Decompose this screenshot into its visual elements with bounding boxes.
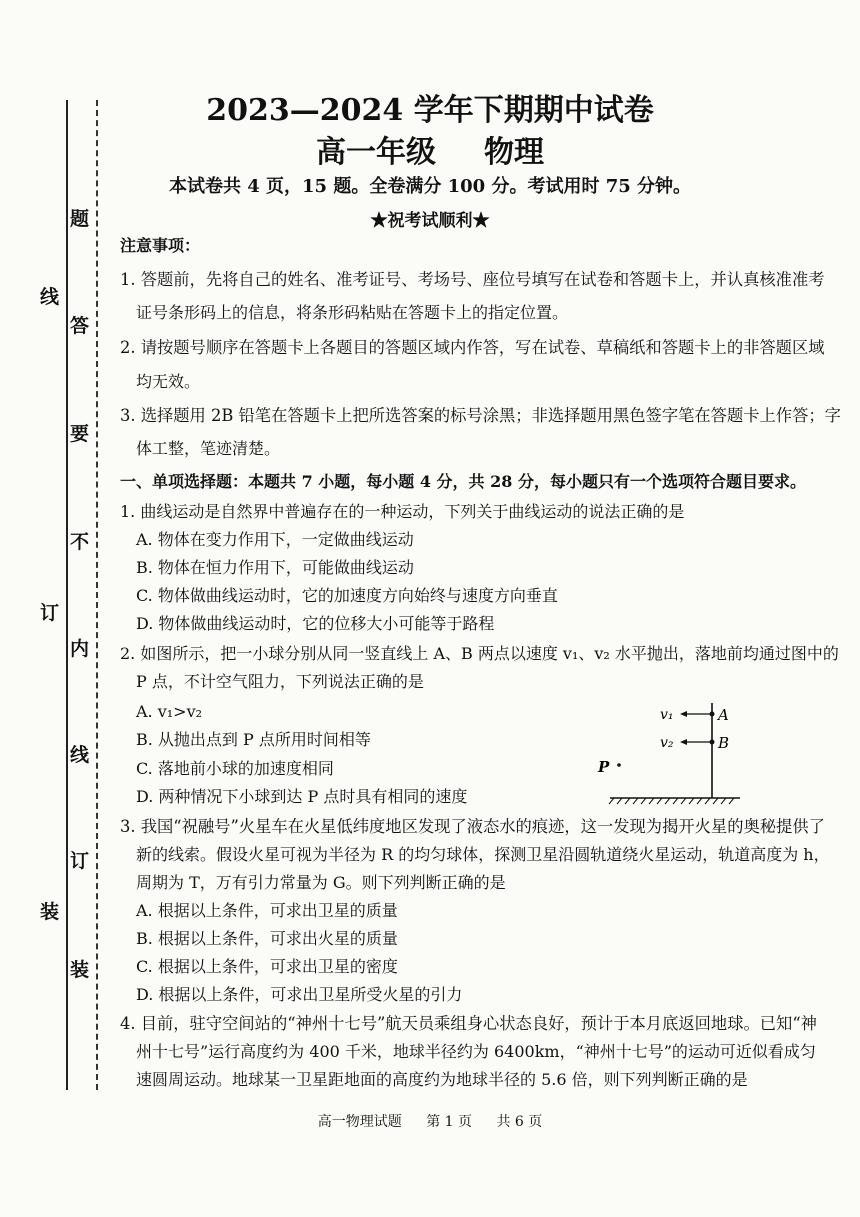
q2-option-a: A. v₁>v₂ xyxy=(136,702,203,721)
q3-option-a: A. 根据以上条件，可求出卫星的质量 xyxy=(136,901,398,920)
projectile-figure xyxy=(590,695,750,805)
margin-char: 线 xyxy=(70,744,90,766)
footer-page: 第 1 页 xyxy=(426,1114,472,1130)
exam-wish: ★祝考试顺利★ xyxy=(370,211,490,231)
label-a: A xyxy=(718,706,729,724)
point-b xyxy=(710,740,715,745)
margin-char: 订 xyxy=(40,602,60,624)
margin-char: 内 xyxy=(70,638,90,660)
q3-option-c: C. 根据以上条件，可求出卫星的密度 xyxy=(136,957,398,976)
q3-stem-cont1: 新的线索。假设火星可视为半径为 R 的均匀球体，探测卫星沿圆轨道绕火星运动，轨道高度为 h， xyxy=(136,845,830,864)
note-1-cont: 证号条形码上的信息，将条形码粘贴在答题卡上的指定位置。 xyxy=(136,303,569,322)
v2-arrowhead xyxy=(680,739,687,745)
note-2-cont: 均无效。 xyxy=(136,372,201,391)
q1-option-c: C. 物体做曲线运动时，它的加速度方向始终与速度方向垂直 xyxy=(136,586,558,605)
q4-stem: 4. 目前，驻守空间站的“神州十七号”航天员乘组身心状态良好，预计于本月底返回地球。已知“神 xyxy=(120,1014,817,1033)
footer-total: 共 6 页 xyxy=(496,1114,543,1130)
margin-char: 答 xyxy=(70,315,90,337)
note-3-cont: 体工整，笔迹清楚。 xyxy=(136,439,281,458)
exam-info: 本试卷共 4 页，15 题。全卷满分 100 分。考试用时 75 分钟。 xyxy=(168,176,692,197)
point-a xyxy=(710,712,715,717)
margin-char: 线 xyxy=(40,286,60,308)
note-2: 2. 请按题号顺序在答题卡上各题目的答题区域内作答，写在试卷、草稿纸和答题卡上的非答题区域 xyxy=(120,338,825,357)
q1-option-b: B. 物体在恒力作用下，可能做曲线运动 xyxy=(136,558,414,577)
q2-option-c: C. 落地前小球的加速度相同 xyxy=(136,759,334,778)
q2-option-d: D. 两种情况下小球到达 P 点时具有相同的速度 xyxy=(136,787,468,806)
binding-line-dashed xyxy=(96,100,98,1090)
q1-option-d: D. 物体做曲线运动时，它的位移大小可能等于路程 xyxy=(136,614,495,633)
notes-heading: 注意事项： xyxy=(120,236,201,255)
point-p xyxy=(617,763,621,767)
margin-char: 装 xyxy=(70,959,90,981)
footer-name: 高一物理试题 xyxy=(317,1114,402,1130)
note-1: 1. 答题前，先将自己的姓名、准考证号、考场号、座位号填写在试卷和答题卡上，并认真核准准考 xyxy=(120,270,825,289)
label-b: B xyxy=(718,734,730,752)
exam-subtitle xyxy=(0,127,860,171)
note-3: 3. 选择题用 2B 铅笔在答题卡上把所选答案的标号涂黑；非选择题用黑色签字笔在答题卡上作答；字 xyxy=(120,406,841,425)
q3-stem-cont2: 周期为 T，万有引力常量为 G。则下列判断正确的是 xyxy=(136,873,506,892)
margin-char: 装 xyxy=(40,901,60,923)
grade: 高一年级 xyxy=(316,135,436,170)
subject: 物理 xyxy=(484,135,544,170)
q3-option-d: D. 根据以上条件，可求出卫星所受火星的引力 xyxy=(136,985,463,1004)
margin-char: 要 xyxy=(70,423,90,445)
label-p: P xyxy=(598,758,610,776)
label-v1: v₁ xyxy=(660,707,674,723)
margin-char: 订 xyxy=(70,850,90,872)
q4-stem-cont2: 速圆周运动。地球某一卫星距地面的高度约为地球半径的 5.6 倍，则下列判断正确的是 xyxy=(136,1070,748,1089)
v1-arrowhead xyxy=(680,711,687,717)
q2-stem-cont: P 点，不计空气阻力，下列说法正确的是 xyxy=(136,672,424,691)
q1-stem: 1. 曲线运动是自然界中普遍存在的一种运动，下列关于曲线运动的说法正确的是 xyxy=(120,502,685,521)
binding-line-solid xyxy=(66,100,68,1090)
ground-hatch xyxy=(609,798,734,804)
q3-option-b: B. 根据以上条件，可求出火星的质量 xyxy=(136,929,398,948)
q2-stem: 2. 如图所示，把一小球分别从同一竖直线上 A、B 两点以速度 v₁、v₂ 水平抛出，落地前均通过图中的 xyxy=(120,644,839,663)
margin-char: 不 xyxy=(70,531,90,553)
label-v2: v₂ xyxy=(660,735,674,751)
section-heading: 一、单项选择题：本题共 7 小题，每小题 4 分，共 28 分，每小题只有一个选项符合题目要求。 xyxy=(120,472,806,491)
q1-option-a: A. 物体在变力作用下，一定做曲线运动 xyxy=(136,530,414,549)
exam-title: 2023—2024 学年下期期中试卷 xyxy=(206,93,654,128)
page-footer xyxy=(0,1111,860,1131)
q2-option-b: B. 从抛出点到 P 点所用时间相等 xyxy=(136,730,371,749)
margin-char: 题 xyxy=(70,208,90,230)
q3-stem: 3. 我国“祝融号”火星车在火星低纬度地区发现了液态水的痕迹，这一发现为揭开火星的奥秘提供了 xyxy=(120,817,825,836)
q4-stem-cont1: 州十七号”运行高度约为 400 千米，地球半径约为 6400km，“神州十七号”的运动可近似看成匀 xyxy=(136,1042,816,1061)
